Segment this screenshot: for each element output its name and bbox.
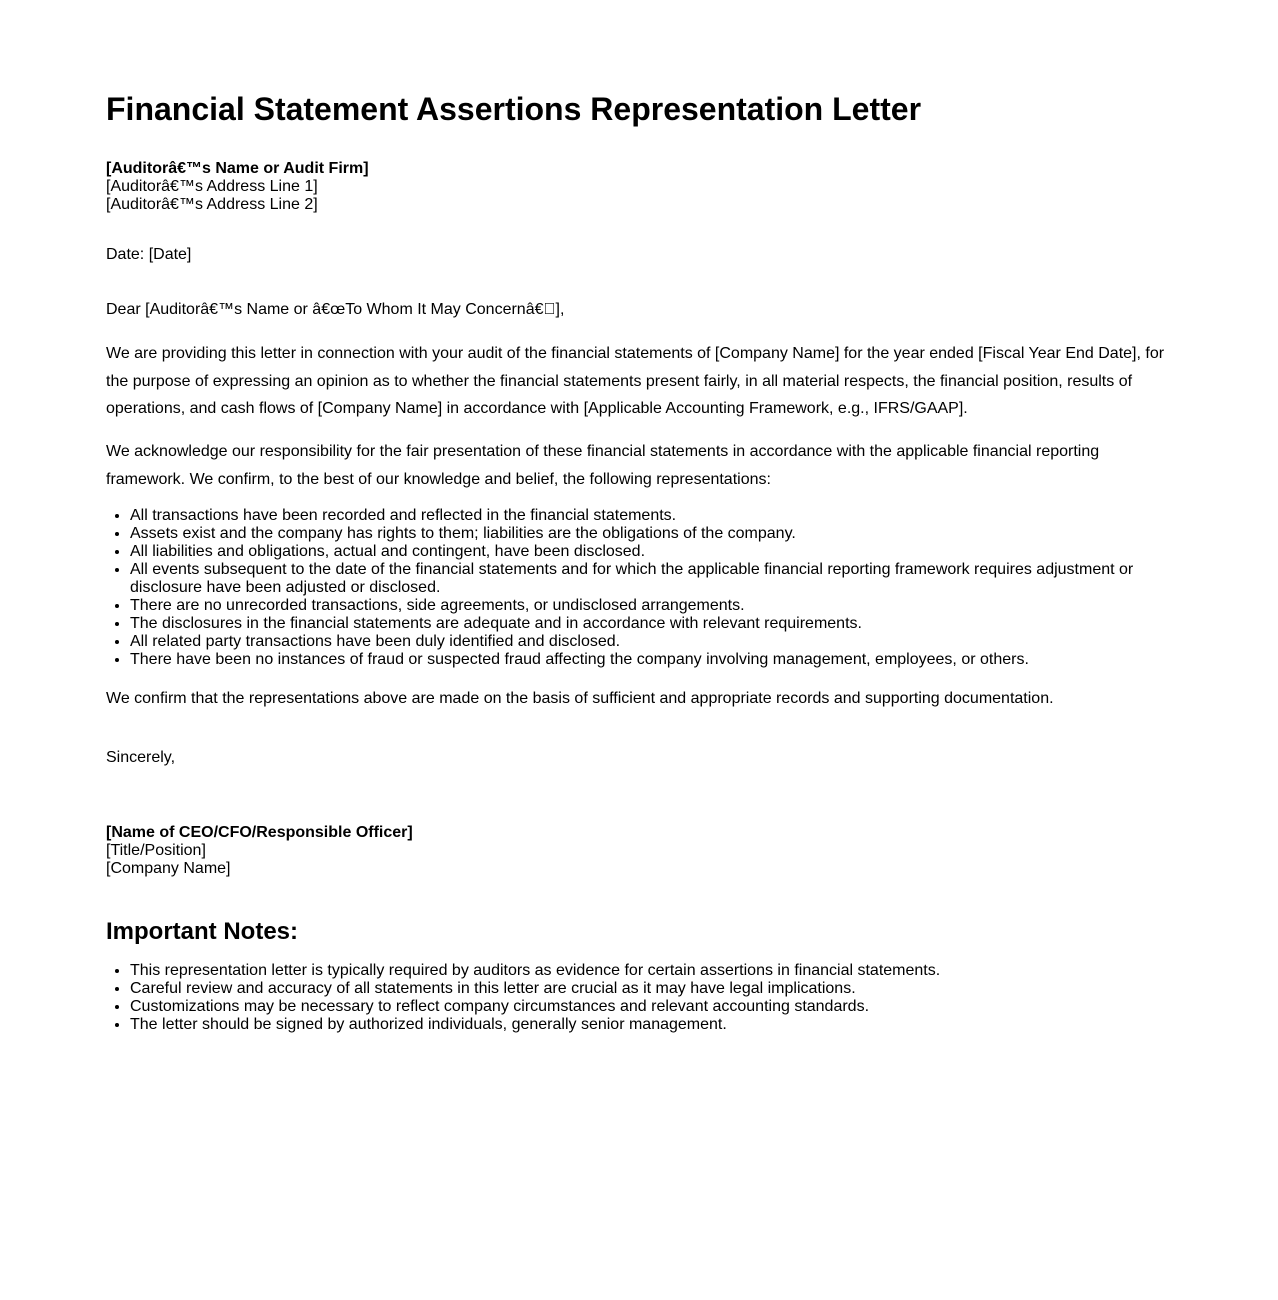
- auditor-address-line-2: [Auditorâ€™s Address Line 2]: [106, 196, 318, 213]
- representations-list: [106, 507, 1172, 669]
- salutation: Dear [Auditorâ€™s Name or â€œTo Whom It May Concernâ€ ],: [106, 301, 565, 318]
- auditor-address-block: [106, 160, 369, 214]
- closing: Sincerely,: [106, 749, 176, 766]
- auditor-name: [Auditorâ€™s Name or Audit Firm]: [106, 160, 369, 177]
- list-item: • There are no unrecorded transactions, side agreements, or undisclosed arrangements.: [130, 597, 1172, 615]
- signatory-company: [Company Name]: [106, 860, 231, 877]
- list-item: • Careful review and accuracy of all statements in this letter are crucial as it may have legal implications.: [130, 980, 1172, 998]
- auditor-address-line-1: [Auditorâ€™s Address Line 1]: [106, 178, 318, 195]
- page-title: Financial Statement Assertions Representation Letter: [106, 91, 922, 127]
- intro-paragraph: We are providing this letter in connection with your audit of the financial statements of [Company Name] for the year ended [Fiscal Year End Date], for the purpose of expressing an opinion as to whether the financial statements present fairly, in all material respects, the financial position, results of operations, and cash flows of [Company Name] in accordance with [Applicable Accounting Framework, e.g., IFRS/GAAP].: [106, 345, 1165, 417]
- acknowledgement-paragraph: We acknowledge our responsibility for the fair presentation of these financial statements in accordance with the applicable financial reporting framework. We confirm, to the best of our knowledge and belief, the following representations:: [106, 443, 1100, 488]
- list-item: • This representation letter is typically required by auditors as evidence for certain assertions in financial statements.: [130, 962, 1172, 980]
- list-item: • All transactions have been recorded and reflected in the financial statements.: [130, 507, 1172, 525]
- list-item: • All liabilities and obligations, actual and contingent, have been disclosed.: [130, 543, 1172, 561]
- notes-heading: Important Notes:: [106, 918, 298, 945]
- list-item: • Assets exist and the company has rights to them; liabilities are the obligations of the company.: [130, 525, 1172, 543]
- confirmation-paragraph: We confirm that the representations above are made on the basis of sufficient and appropriate records and supporting documentation.: [106, 690, 1054, 707]
- date-line: Date: [Date]: [106, 246, 192, 263]
- list-item: • The disclosures in the financial statements are adequate and in accordance with relevant requirements.: [130, 615, 1172, 633]
- signature-block: [106, 824, 413, 878]
- list-item: • All related party transactions have been duly identified and disclosed.: [130, 633, 1172, 651]
- signatory-title: [Title/Position]: [106, 842, 206, 859]
- list-item: • There have been no instances of fraud or suspected fraud affecting the company involving management, employees, or others.: [130, 651, 1172, 669]
- list-item: • All events subsequent to the date of the financial statements and for which the applicable financial reporting framework requires adjustment or disclosure have been adjusted or disclosed.: [130, 561, 1172, 597]
- list-item: • Customizations may be necessary to reflect company circumstances and relevant accounting standards.: [130, 998, 1172, 1016]
- signatory-name: [Name of CEO/CFO/Responsible Officer]: [106, 824, 413, 841]
- list-item: • The letter should be signed by authorized individuals, generally senior management.: [130, 1016, 1172, 1034]
- notes-list: [106, 962, 1172, 1034]
